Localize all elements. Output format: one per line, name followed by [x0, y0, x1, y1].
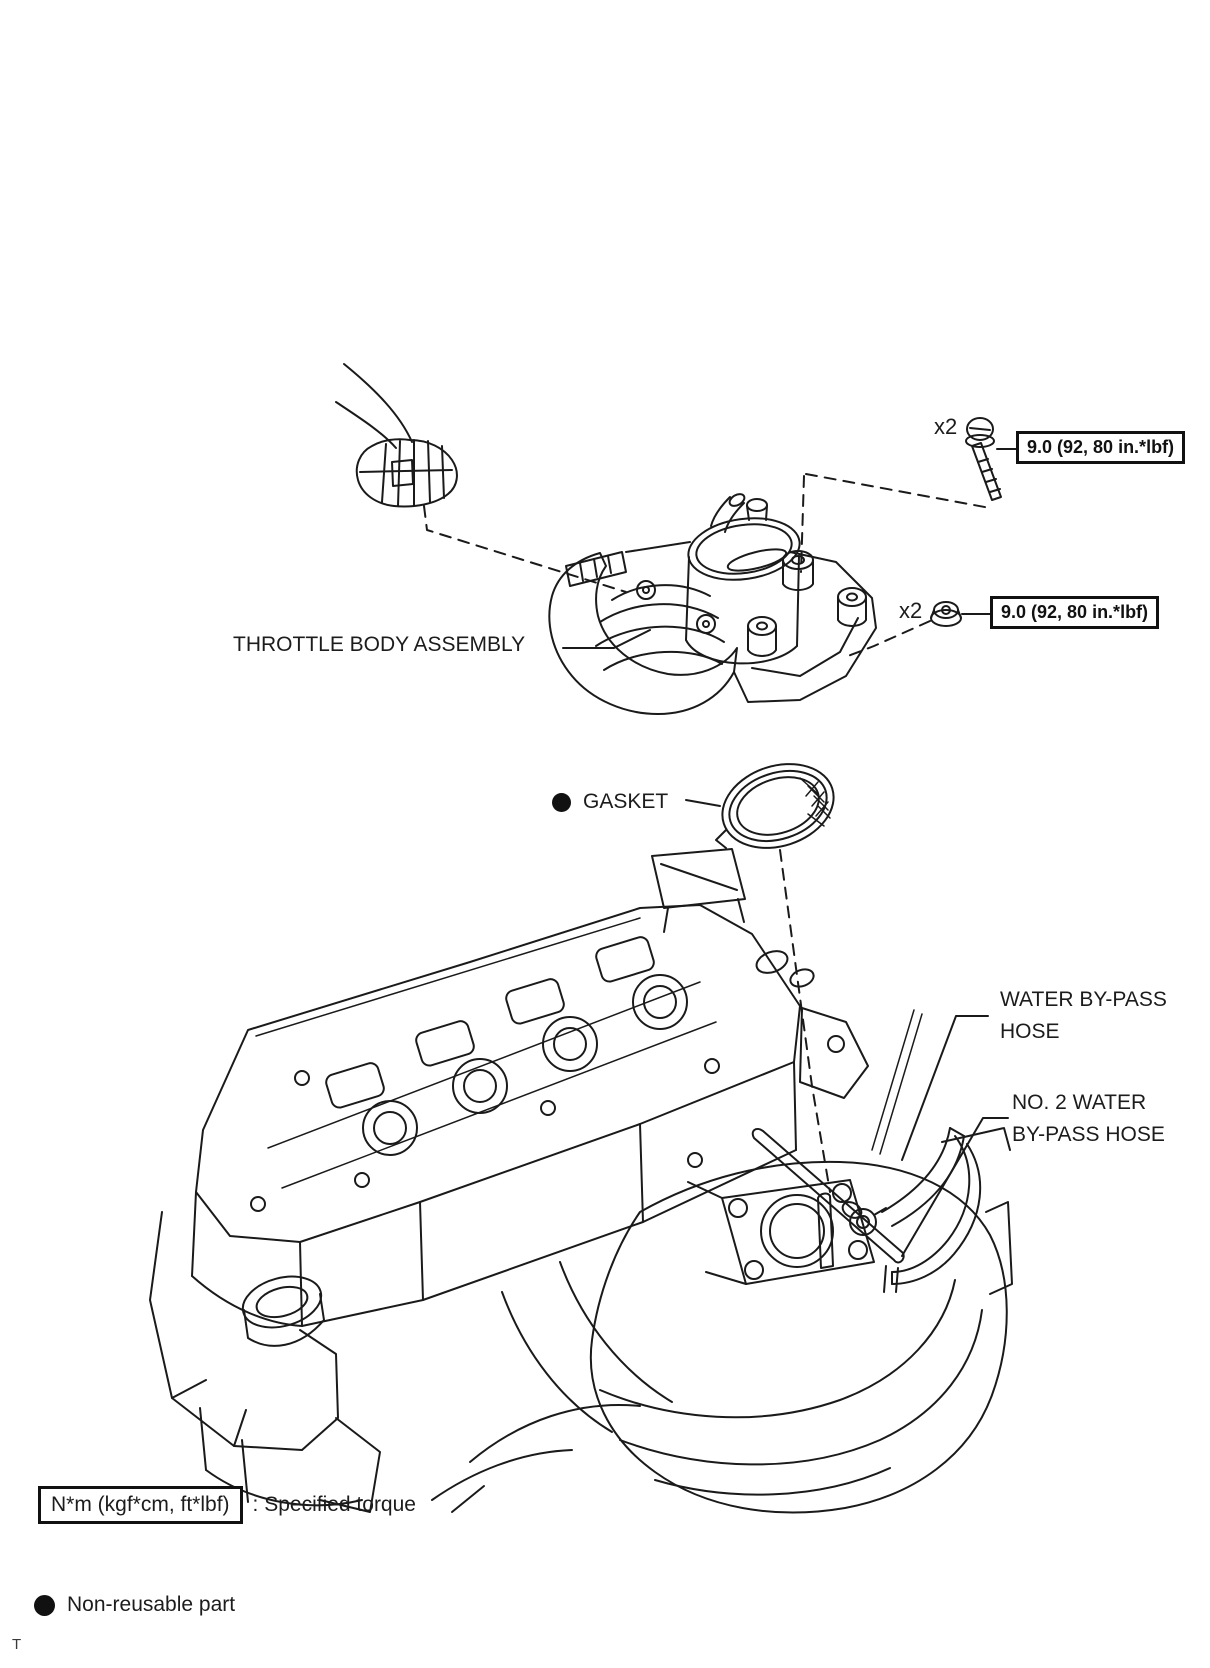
bolt-icon: [966, 418, 1001, 500]
non-reusable-bullet-icon: [552, 793, 571, 812]
torque-legend-row: [38, 1486, 416, 1524]
nut-quantity-label: x2: [899, 598, 923, 623]
engine-art: [150, 849, 1012, 1513]
throttle-body-assembly-label: THROTTLE BODY ASSEMBLY: [233, 633, 526, 656]
harness-connector-art: [336, 364, 457, 507]
bolt-quantity-label: x2: [934, 414, 958, 439]
page-corner-mark: T: [12, 1636, 22, 1653]
gasket-art: [711, 750, 844, 861]
water-bypass-hose-label: [1000, 984, 1167, 1048]
timing-cover-oil-cap: [150, 1212, 380, 1512]
non-reusable-bullet-icon: [34, 1595, 55, 1616]
gasket-label: GASKET: [583, 790, 669, 813]
non-reusable-legend-row: [34, 1592, 235, 1618]
no2-water-bypass-hose-line1: NO. 2 WATER: [1012, 1091, 1147, 1114]
dashed-leader-lines: [424, 474, 990, 1192]
water-bypass-hose-line1: WATER BY-PASS: [1000, 988, 1167, 1011]
bolt-torque-spec-box: 9.0 (92, 80 in.*lbf): [1016, 431, 1185, 464]
valve-cover: [192, 905, 800, 1326]
no2-water-bypass-hose-line2: BY-PASS HOSE: [1012, 1123, 1165, 1146]
throttle-body-art: [549, 492, 876, 714]
nut-torque-spec-box: 9.0 (92, 80 in.*lbf): [990, 596, 1159, 629]
non-reusable-part-label: Non-reusable part: [67, 1593, 236, 1616]
gasket-label-row: [552, 789, 668, 815]
no2-water-bypass-hose-label: [1012, 1087, 1165, 1151]
mount-flange: [688, 1180, 874, 1284]
torque-unit-box: N*m (kgf*cm, ft*lbf): [38, 1486, 243, 1524]
top-bracket: [652, 849, 745, 932]
water-bypass-hose-line2: HOSE: [1000, 1020, 1060, 1043]
nut-icon: [931, 602, 961, 626]
torque-meaning-label: : Specified torque: [252, 1493, 416, 1516]
